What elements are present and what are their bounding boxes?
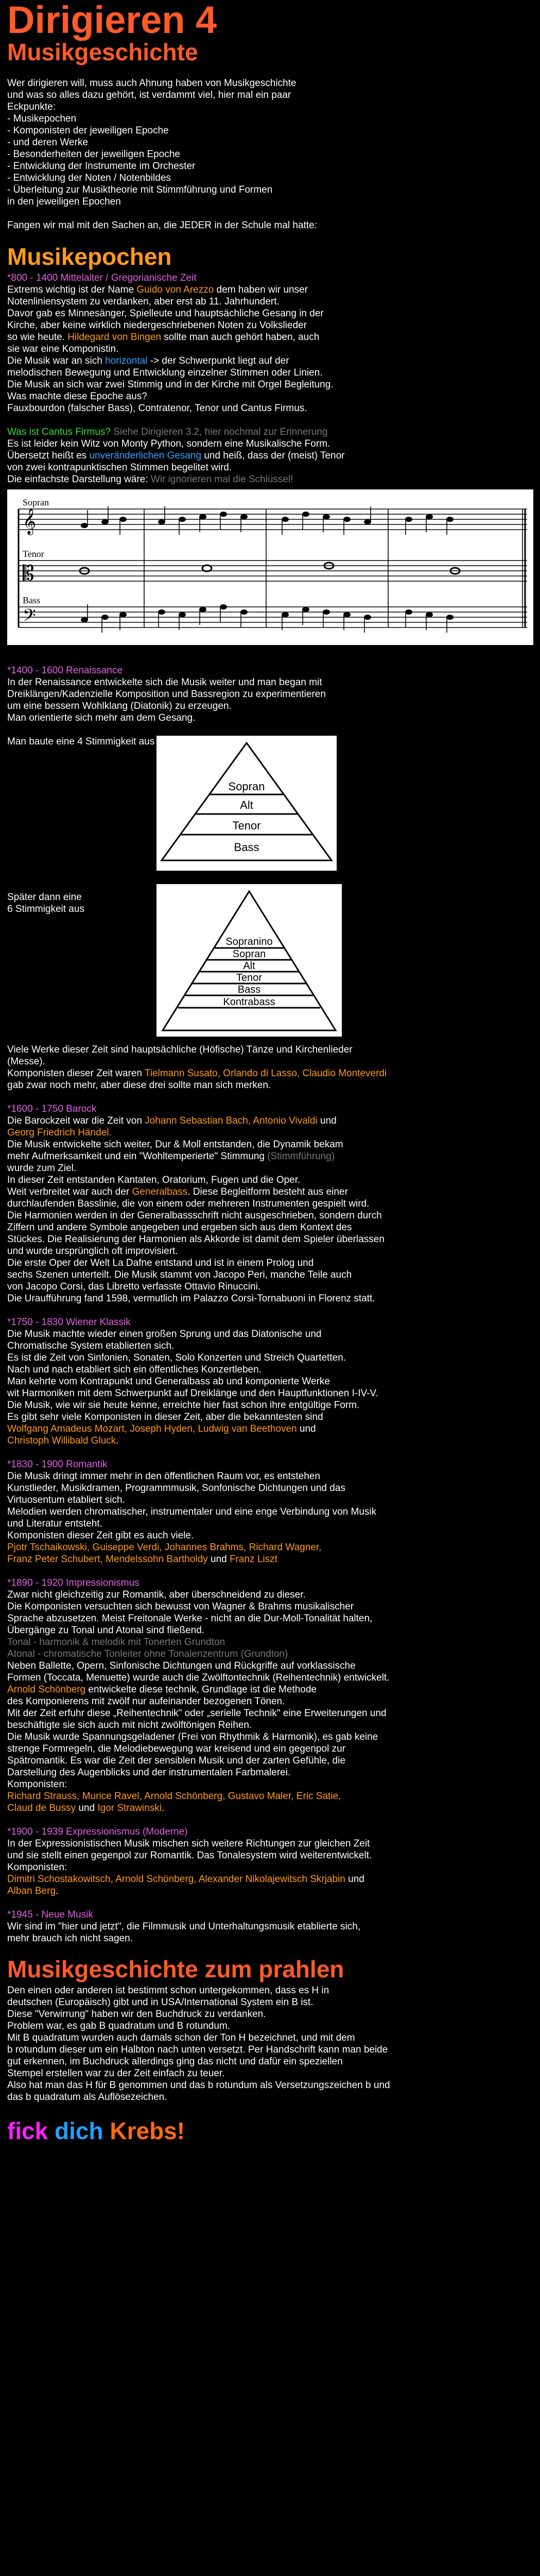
staff-label-sopran: Sopran: [23, 497, 49, 507]
composer-name: Arnold Schönberg: [7, 1684, 86, 1695]
note-head: [220, 512, 227, 517]
footer-slogan: [7, 2117, 533, 2144]
note-head: [364, 615, 371, 620]
keyword: Was ist Cantus Firmus?: [7, 427, 111, 437]
epoch-title: *1945 - Neue Musik: [7, 1909, 93, 1920]
epoch-title: *1600 - 1750 Barock: [7, 1104, 97, 1114]
voice-label: Alt: [240, 799, 253, 811]
note-head: [179, 517, 186, 522]
composer-name: Georg Friedrich Händel.: [7, 1127, 112, 1138]
voice-label: Sopran: [232, 948, 266, 960]
page-subtitle: Musikgeschichte: [7, 39, 198, 65]
intro-line: - Entwicklung der Noten / Notenbildes: [7, 173, 171, 183]
cantus-firmus-staff-image: [7, 489, 533, 645]
composer-names: Dimitri Schostakowitsch, Arnold Schönberg, Alexander Nikolajewitsch Skrjabin: [7, 1874, 345, 1885]
six-voice-figure: Später dann eine 6 Stimmigkeit aus Sopranino Sopran Alt Tenor Bass Kontrabass: [7, 884, 533, 1044]
intro-line: - und deren Werke: [7, 137, 89, 148]
intro-line: - Überleitung zur Musiktheorie mit Stimmführung und Formen: [7, 184, 273, 195]
composer-names: Johann Sebastian Bach, Antonio Vivaldi: [145, 1115, 318, 1126]
intro-line: in den jeweiligen Epochen: [7, 196, 121, 207]
note-head: [81, 617, 88, 622]
composer-name: Guido von Arezzo: [136, 284, 214, 295]
note-head: [364, 519, 371, 524]
epoch-title: *1830 - 1900 Romantik: [7, 1459, 108, 1470]
four-voice-pyramid-image: [156, 736, 337, 871]
note-head: [119, 612, 127, 617]
intro-line: - Musikepochen: [7, 113, 77, 124]
section-barock: *1600 - 1750 Barock Die Barockzeit war die Zeit von Johann Sebastian Bach, Antonio Vivaldi und Georg Friedrich Händel. Die Musik entwickelte sich weiter, Dur & Moll entstanden, die Dynamik bekam mehr Aufmerksamkeit und ein "Wohltemperierte" Stimmung (Stimmführung) wurde zum Ziel. In dieser Zeit entstanden Kantaten, Oratorium, Fugen und die Oper. Weit verbreitet war auch der Generalbass. Diese Begleitform besteht aus einer durchlaufenden Basslinie, die von einem oder mehreren Instrumenten gespielt wird. Die Harmonien werden in der Generalbassschrift nicht ausgeschrieben, sondern durch Ziffern und andere Symbole angegeben und ergeben sich aus dem Kontext des Stückes. Die Realisierung der Harmonien als Akkorde ist damit dem Spieler überlassen und wurde ursprünglich oft improvisiert. Die erste Oper der Welt La Dafne entstand und ist in einem Prolog und sechs Szenen unterteilt. Die Musik stammt von Jacopo Peri, manche Teile auch von Jacopo Corsi, das Libretto verfasste Ottavio Rinuccini. Die Uraufführung fand 1598, vermutlich im Palazzo Corsi-Tornabuoni in Florenz statt.: [7, 1103, 533, 1304]
voice-label: Alt: [243, 960, 255, 972]
keyword: unveränderlichen Gesang: [89, 450, 202, 461]
intro: [7, 77, 533, 208]
voice-label: Kontrabass: [223, 996, 275, 1008]
note-head: [119, 517, 127, 522]
note-head: [282, 517, 289, 522]
intro-line: - Besonderheiten der jeweiligen Epoche: [7, 149, 180, 160]
note-head: [101, 615, 109, 620]
note-head: [199, 514, 206, 519]
section-mittelalter: *800 - 1400 Mittelalter / Gregorianische Zeit Extrems wichtig ist der Name Guido von Arezzo dem haben wir unser Notenliniensystem zu verdanken, aber erst ab 11. Jahrhundert. Davor gab es Minnesänger, Spielleute und hauptsächliche Gesang in der Kirche, aber keine wirklich niedergeschriebenen Noten zu Volkslieder so wie heute. Hildegard von Bingen sollte man auch gehört haben, auch sie war eine Komponistin. Die Musik war an sich horizontal -> der Schwerpunkt liegt auf der melodischen Bewegung und Entwicklung einzelner Stimmen oder Linien. Die Musik an sich war zwei Stimmig und in der Kirche mit Orgel Begleitung. Was machte diese Epoche aus? Fauxbourdon (falscher Bass), Contratenor, Tenor und Cantus Firmus. Was ist Cantus Firmus? Siehe Dirigieren 3.2, hier nochmal zur Erinnerung Es ist leider kein Witz von Monty Python, sondern eine Musikalische Form. Übersetzt heißt es unveränderlichen Gesang und heiß, dass der (meist) Tenor von zwei kontrapunktischen Stimmen begelitet wird. Die einfachste Darstellung wäre: Wir ignorieren mal die Schlüssel! 𝄞 𝄡 𝄢 Sopran Tenor Bass: [7, 272, 533, 665]
svg-text:𝄢: 𝄢: [23, 606, 36, 630]
composer-name: Franz Liszt: [229, 1554, 277, 1565]
note-head: [446, 517, 454, 522]
note-head: [240, 514, 248, 519]
composer-names: Wolfgang Amadeus Mozart, Joseph Hyden, Ludwig van Beethoven: [7, 1423, 297, 1434]
keyword: horizontal: [105, 355, 148, 366]
note-head: [240, 609, 248, 615]
footer-word: dich: [55, 2117, 103, 2144]
voice-label: Tenor: [236, 972, 263, 984]
note-head: [302, 512, 309, 517]
section-impressionismus: *1890 - 1920 Impressionismus Zwar nicht gleichzeitig zur Romantik, aber überschneidend zu dieser. Die Komponisten versuchten sich bewusst von Wagner & Brahms musikalischer Sprache abzusetzen. Meist Freitonale Werke - nicht an die Dur-Moll-Tonalität halten, Übergänge zu Tonal und Atonal sind fließend. Tonal - harmonik & melodik mit Tonerten Grundton Atonal - chromatische Tonleiter ohne Tonalenzentrum (Grundton) Neben Ballette, Opern, Sinfonische Dichtungen und Rückgriffe auf vorklassische Formen (Toccata, Menuette) wurde auch die Zwölftontechnik (Reihentechnik) entwickelt. Arnold Schönberg entwickelte diese technik, Grundlage ist die Methode des Komponierens mit zwölf nur aufeinander bezogenen Tönen. Mit der Zeit erfuhr diese „Reihentechnik" oder „serielle Technik" eine Erweiterungen und beschäftigte sie sich auch mit nicht zwölftönigen Reihen. Die Musik wurde Spannungsgeladener (Frei von Rhythmik & Harmonik), es gab keine strenge Formregeln, die Melodiebewegung war kreisend und ein gegenpol zur Spätromantik. Es war die Zeit der sensiblen Musik und der zarten Gefühle, die Darstellung des Augenblicks und der instrumentalen Farbmalerei. Komponisten: Richard Strauss, Murice Ravel, Arnold Schönberg, Gustavo Maler, Eric Satie, Claud de Bussy und Igor Strawinski.: [7, 1577, 533, 1814]
composer-name: Alban Berg: [7, 1886, 56, 1896]
note-head: [405, 609, 412, 615]
section-renaissance: *1400 - 1600 Renaissance In der Renaissance entwickelte sich die Musik weiter und man began mit Dreiklängen/Kadenzielle Komposition und Bassregion zu experimentieren um eine bessern Wohlklang (Diatonik) zu erzeugen. Man orientierte sich mehr am dem Gesang. Man baute eine 4 Stimmigkeit aus Sopran Alt Tenor Bass Später dann eine 6 Stimmigkeit aus Sopranino Sopran Alt Tenor Bass Kontrabass Viele Werke dieser Zeit sind hauptsächliche (Höfische) Tänze und Kirchenlieder (Messe). Komponisten dieser Zeit waren Tielmann Susato, Orlando di Lasso, Claudio Monteverdi gab zwar noch mehr, aber diese drei sollte man sich merken.: [7, 665, 533, 1091]
note-head: [426, 612, 433, 617]
note-head: [199, 607, 206, 612]
voice-label: Bass: [234, 841, 259, 854]
intro-line: Wer dirigieren will, muss auch Ahnung haben von Musikgeschichte: [7, 78, 297, 89]
note-head: [323, 514, 330, 519]
intro-line: Eckpunkte:: [7, 101, 56, 112]
epoch-title: *1900 - 1939 Expressionismus (Moderne): [7, 1826, 188, 1837]
intro-line: und was so alles dazu gehört, ist verdammt viel, hier mal ein paar: [7, 90, 291, 100]
voice-label: Tenor: [232, 819, 261, 832]
note-head: [343, 517, 351, 522]
note-head: [302, 607, 309, 612]
composer-names: Tielmann Susato, Orlando di Lasso, Claudio Monteverdi: [144, 1068, 387, 1079]
section-neue-musik: *1945 - Neue Musik Wir sind im "hier und jetzt", die Filmmusik und Unterhaltungsmusik etablierte sich, mehr brauch ich nicht sagen.: [7, 1909, 533, 1944]
note-head: [426, 514, 433, 519]
section-prahlen: Den einen oder anderen ist bestimmt schon untergekommen, dass es H in deutschen (Europäisch) gibt und in USA/International System ein B ist. Diese "Verwirrung" haben wir den Buchdruck zu verdanken. Problem war, es gab B quadratum und B rotundum. Mit B quadratum wurden auch damals schon der Ton H bezeichnet, und mit dem b rotundum dieser um ein Halbton nach unten versetzt. Per Handschrift kann man beide gut erkennen, im Buchdruck allerdings ging das nicht und dafür ein speziellen Stempel erstellen war zu der Zeit einfach zu teuer. Also hat man das H für B genommen und das b rotundum als Versetzungszeichen b und das b quadratum als Auflösezeichen.: [7, 1985, 390, 2103]
six-voice-pyramid-image: [156, 884, 342, 1037]
composer-name: Claud de Bussy: [7, 1803, 76, 1814]
composer-name: Igor Strawinski: [97, 1803, 162, 1814]
epoch-title: *800 - 1400 Mittelalter / Gregorianische Zeit: [7, 273, 197, 283]
intro-line: - Entwicklung der Instrumente im Orchester: [7, 161, 196, 172]
page-title: Dirigieren 4: [7, 0, 217, 41]
keyword: Generalbass: [132, 1187, 188, 1197]
intro-line: - Komponisten der jeweiligen Epoche: [7, 125, 169, 136]
four-voice-figure: Man baute eine 4 Stimmigkeit aus Sopran Alt Tenor Bass: [7, 736, 533, 875]
note-head: [220, 604, 227, 609]
section-heading-musikepochen: Musikepochen: [7, 243, 172, 270]
voice-label: Sopranino: [225, 936, 273, 947]
section-expressionismus: *1900 - 1939 Expressionismus (Moderne) In der Expressionistischen Musik mischen sich weitere Richtungen zur gleichen Zeit und sie stellt einen gegenpol zur Romantik. Das Tonalesystem wird weiterentwickelt. Komponisten: Dimitri Schostakowitsch, Arnold Schönberg, Alexander Nikolajewitsch Skrjabin und Alban Berg.: [7, 1826, 533, 1897]
note-head: [158, 609, 165, 615]
svg-text:𝄡: 𝄡: [23, 562, 34, 585]
staff-label-bass: Bass: [23, 595, 41, 605]
epoch-title: *1750 - 1830 Wiener Klassik: [7, 1317, 131, 1328]
composer-name: Hildegard von Bingen: [67, 332, 161, 343]
epoch-title: *1400 - 1600 Renaissance: [7, 665, 123, 676]
note-head: [179, 612, 186, 617]
note-head: [323, 609, 330, 615]
note-head: [343, 612, 351, 617]
footer-word: fick: [7, 2117, 48, 2144]
epoch-title: *1890 - 1920 Impressionismus: [7, 1578, 140, 1588]
composer-names: Richard Strauss, Murice Ravel, Arnold Schönberg, Gustavo Maler, Eric Satie,: [7, 1791, 341, 1802]
note-head: [282, 612, 289, 617]
voice-label: Bass: [237, 984, 261, 995]
composer-name: Christoph Willibald Gluck: [7, 1435, 116, 1446]
note-head: [158, 519, 165, 524]
note-head: [446, 615, 454, 620]
footer-word: Krebs!: [110, 2117, 185, 2144]
composer-names: Pjotr Tschaikowski, Guiseppe Verdi, Johannes Brahms, Richard Wagner,: [7, 1542, 322, 1553]
note-head: [405, 517, 412, 522]
staff-label-tenor: Tenor: [23, 549, 44, 559]
section-heading-prahlen: Musikgeschichte zum prahlen: [7, 1956, 344, 1982]
section-romantik: *1830 - 1900 Romantik Die Musik dringt immer mehr in den öffentlichen Raum vor, es entstehen Kunstlieder, Musikdramen, Programmmusik, Sonfonische Dichtungen und das Virtuosentum etabliert sich. Melodien werden chromatischer, instrumentaler und eine enge Verbindung von Musik und Literatur entsteht. Komponisten dieser Zeit gibt es auch viele. Pjotr Tschaikowski, Guiseppe Verdi, Johannes Brahms, Richard Wagner, Franz Peter Schubert, Mendelssohn Bartholdy und Franz Liszt: [7, 1459, 533, 1565]
intro-closing: Fangen wir mal mit den Sachen an, die JEDER in der Schule mal hatte:: [7, 220, 317, 231]
composer-names: Franz Peter Schubert, Mendelssohn Bartholdy: [7, 1554, 208, 1565]
section-klassik: *1750 - 1830 Wiener Klassik Die Musik machte wieder einen großen Sprung und das Diatonische und Chromatische System etablierten sich. Es ist die Zeit von Sinfonien, Sonaten, Solo Konzerten und Streich Quartetten. Nach und nach etabliert sich ein öffentliches Konzertleben. Man kehrte vom Kontrapunkt und Generalbass ab und komponierte Werke wit Harmoniken mit dem Schwerpunkt auf Dreiklänge und den Hauptfunktionen I-IV-V. Die Musik, wie wir sie heute kenne, erreichte hier fast schon ihre entgültige Form. Es gibt sehr viele Komponisten in dieser Zeit, aber die bekanntesten sind Wolfgang Amadeus Mozart, Joseph Hyden, Ludwig van Beethoven und Christoph Willibald Gluck.: [7, 1316, 533, 1447]
svg-text:𝄞: 𝄞: [23, 508, 37, 534]
note-head: [81, 523, 88, 528]
voice-label: Sopran: [228, 780, 265, 793]
note-head: [101, 519, 109, 524]
